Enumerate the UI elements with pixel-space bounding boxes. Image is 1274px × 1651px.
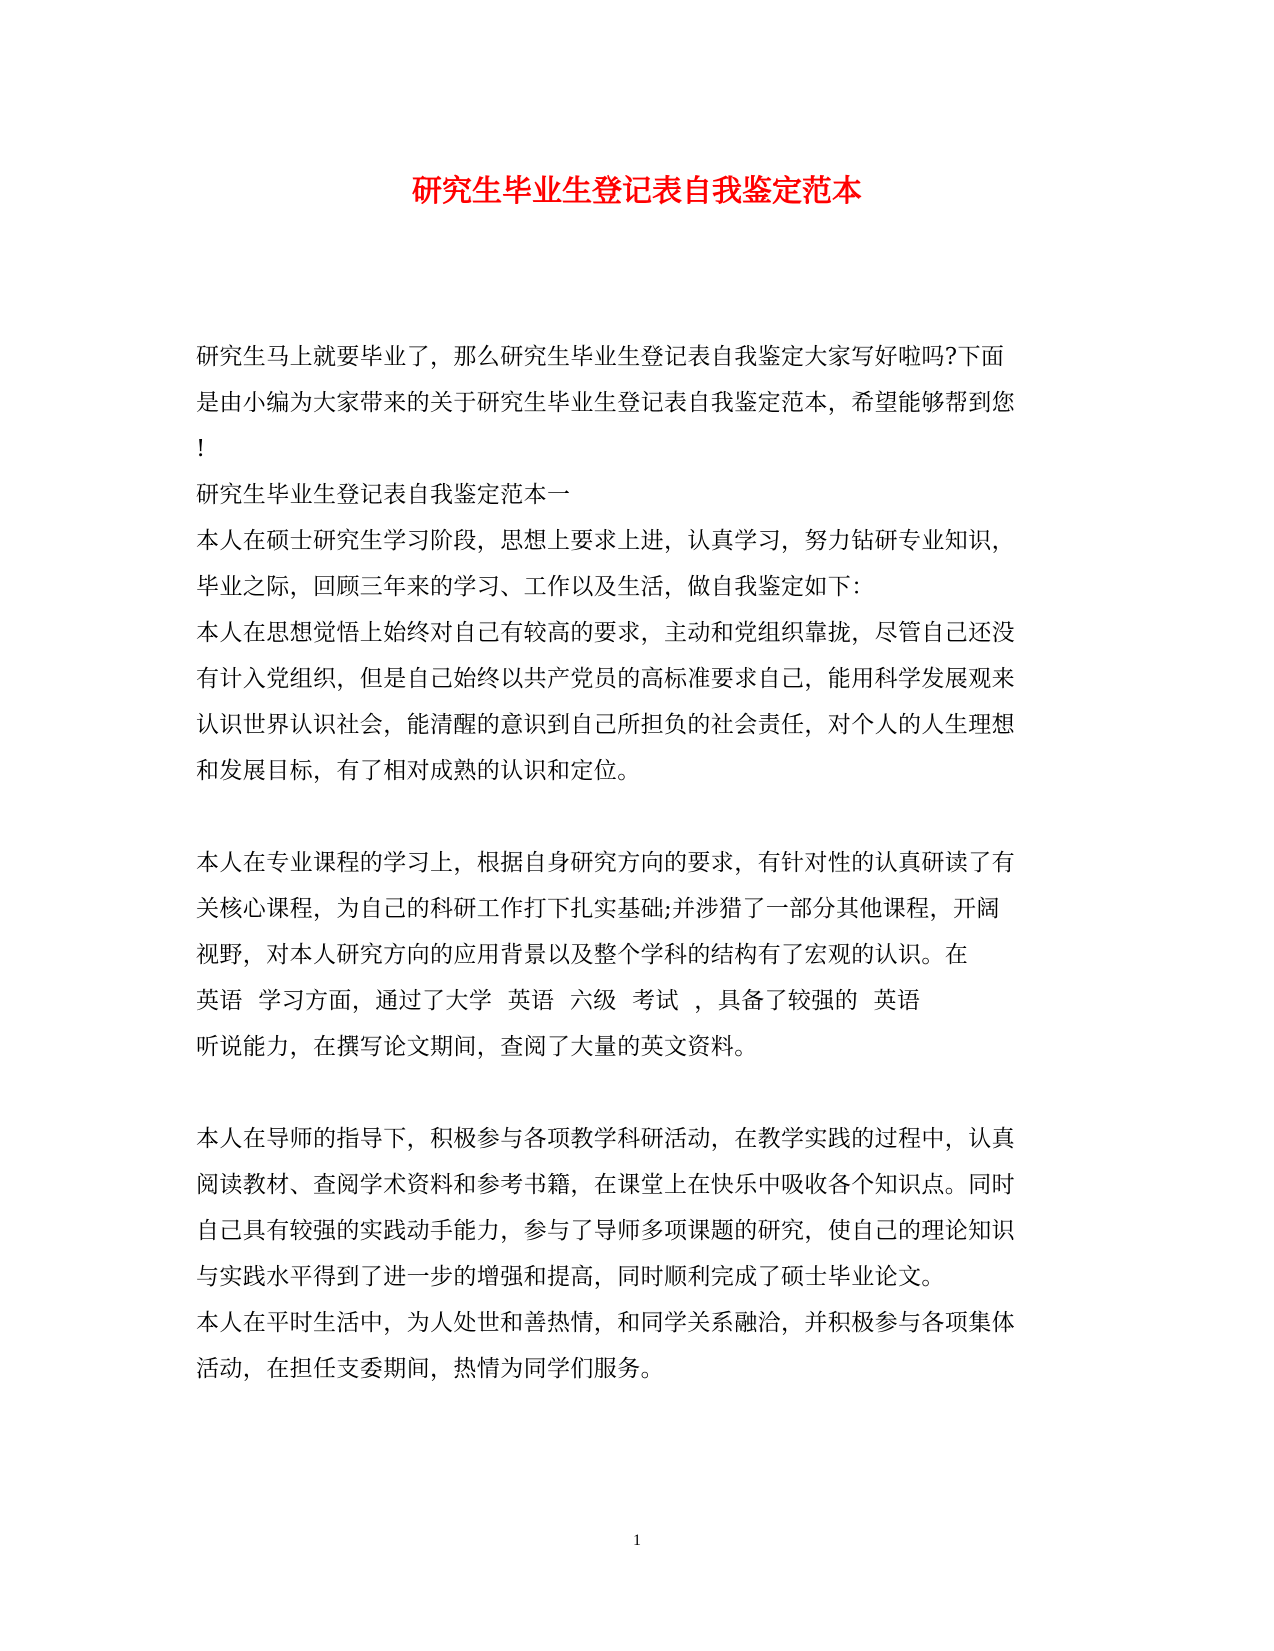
intro-line: 研究生马上就要毕业了，那么研究生毕业生登记表自我鉴定大家写好啦吗?下面 <box>196 344 1005 370</box>
paragraph-line: 和发展目标，有了相对成熟的认识和定位。 <box>196 758 641 784</box>
paragraph-line: 视野，对本人研究方向的应用背景以及整个学科的结构有了宏观的认识。在 <box>196 942 969 968</box>
paragraph-line: 关核心课程，为自己的科研工作打下扎实基础;并涉猎了一部分其他课程，开阔 <box>196 896 1000 922</box>
intro-line: ! <box>196 436 206 462</box>
document-body <box>196 334 1076 1392</box>
paragraph-line: 本人在导师的指导下，积极参与各项教学科研活动，在教学实践的过程中，认真 <box>196 1126 1015 1152</box>
paragraph-line: 听说能力，在撰写论文期间，查阅了大量的英文资料。 <box>196 1034 758 1060</box>
paragraph-gap <box>196 1070 1076 1116</box>
paragraph-line: 本人在思想觉悟上始终对自己有较高的要求，主动和党组织靠拢，尽管自己还没 <box>196 620 1015 646</box>
paragraph-line: 与实践水平得到了进一步的增强和提高，同时顺利完成了硕士毕业论文。 <box>196 1264 945 1290</box>
section-heading: 研究生毕业生登记表自我鉴定范本一 <box>196 482 571 508</box>
paragraph-line: 认识世界认识社会，能清醒的意识到自己所担负的社会责任，对个人的人生理想 <box>196 712 1015 738</box>
paragraph-line: 有计入党组织，但是自己始终以共产党员的高标准要求自己，能用科学发展观来 <box>196 666 1015 692</box>
paragraph-line: 阅读教材、查阅学术资料和参考书籍，在课堂上在快乐中吸收各个知识点。同时 <box>196 1172 1015 1198</box>
paragraph-gap <box>196 794 1076 840</box>
document-title: 研究生毕业生登记表自我鉴定范本 <box>412 174 862 209</box>
paragraph-line: 英语 学习方面，通过了大学 英语 六级 考试 ，具备了较强的 英语 <box>196 988 921 1014</box>
paragraph-line: 自己具有较强的实践动手能力，参与了导师多项课题的研究，使自己的理论知识 <box>196 1218 1015 1244</box>
intro-line: 是由小编为大家带来的关于研究生毕业生登记表自我鉴定范本，希望能够帮到您 <box>196 390 1015 416</box>
paragraph-line: 活动，在担任支委期间，热情为同学们服务。 <box>196 1356 664 1382</box>
paragraph-line: 本人在硕士研究生学习阶段，思想上要求上进，认真学习，努力钻研专业知识， <box>196 528 1015 554</box>
paragraph-line: 毕业之际，回顾三年来的学习、工作以及生活，做自我鉴定如下： <box>196 574 875 600</box>
paragraph-line: 本人在专业课程的学习上，根据自身研究方向的要求，有针对性的认真研读了有 <box>196 850 1015 876</box>
paragraph-line: 本人在平时生活中，为人处世和善热情，和同学关系融洽，并积极参与各项集体 <box>196 1310 1015 1336</box>
page-number: 1 <box>633 1532 641 1549</box>
